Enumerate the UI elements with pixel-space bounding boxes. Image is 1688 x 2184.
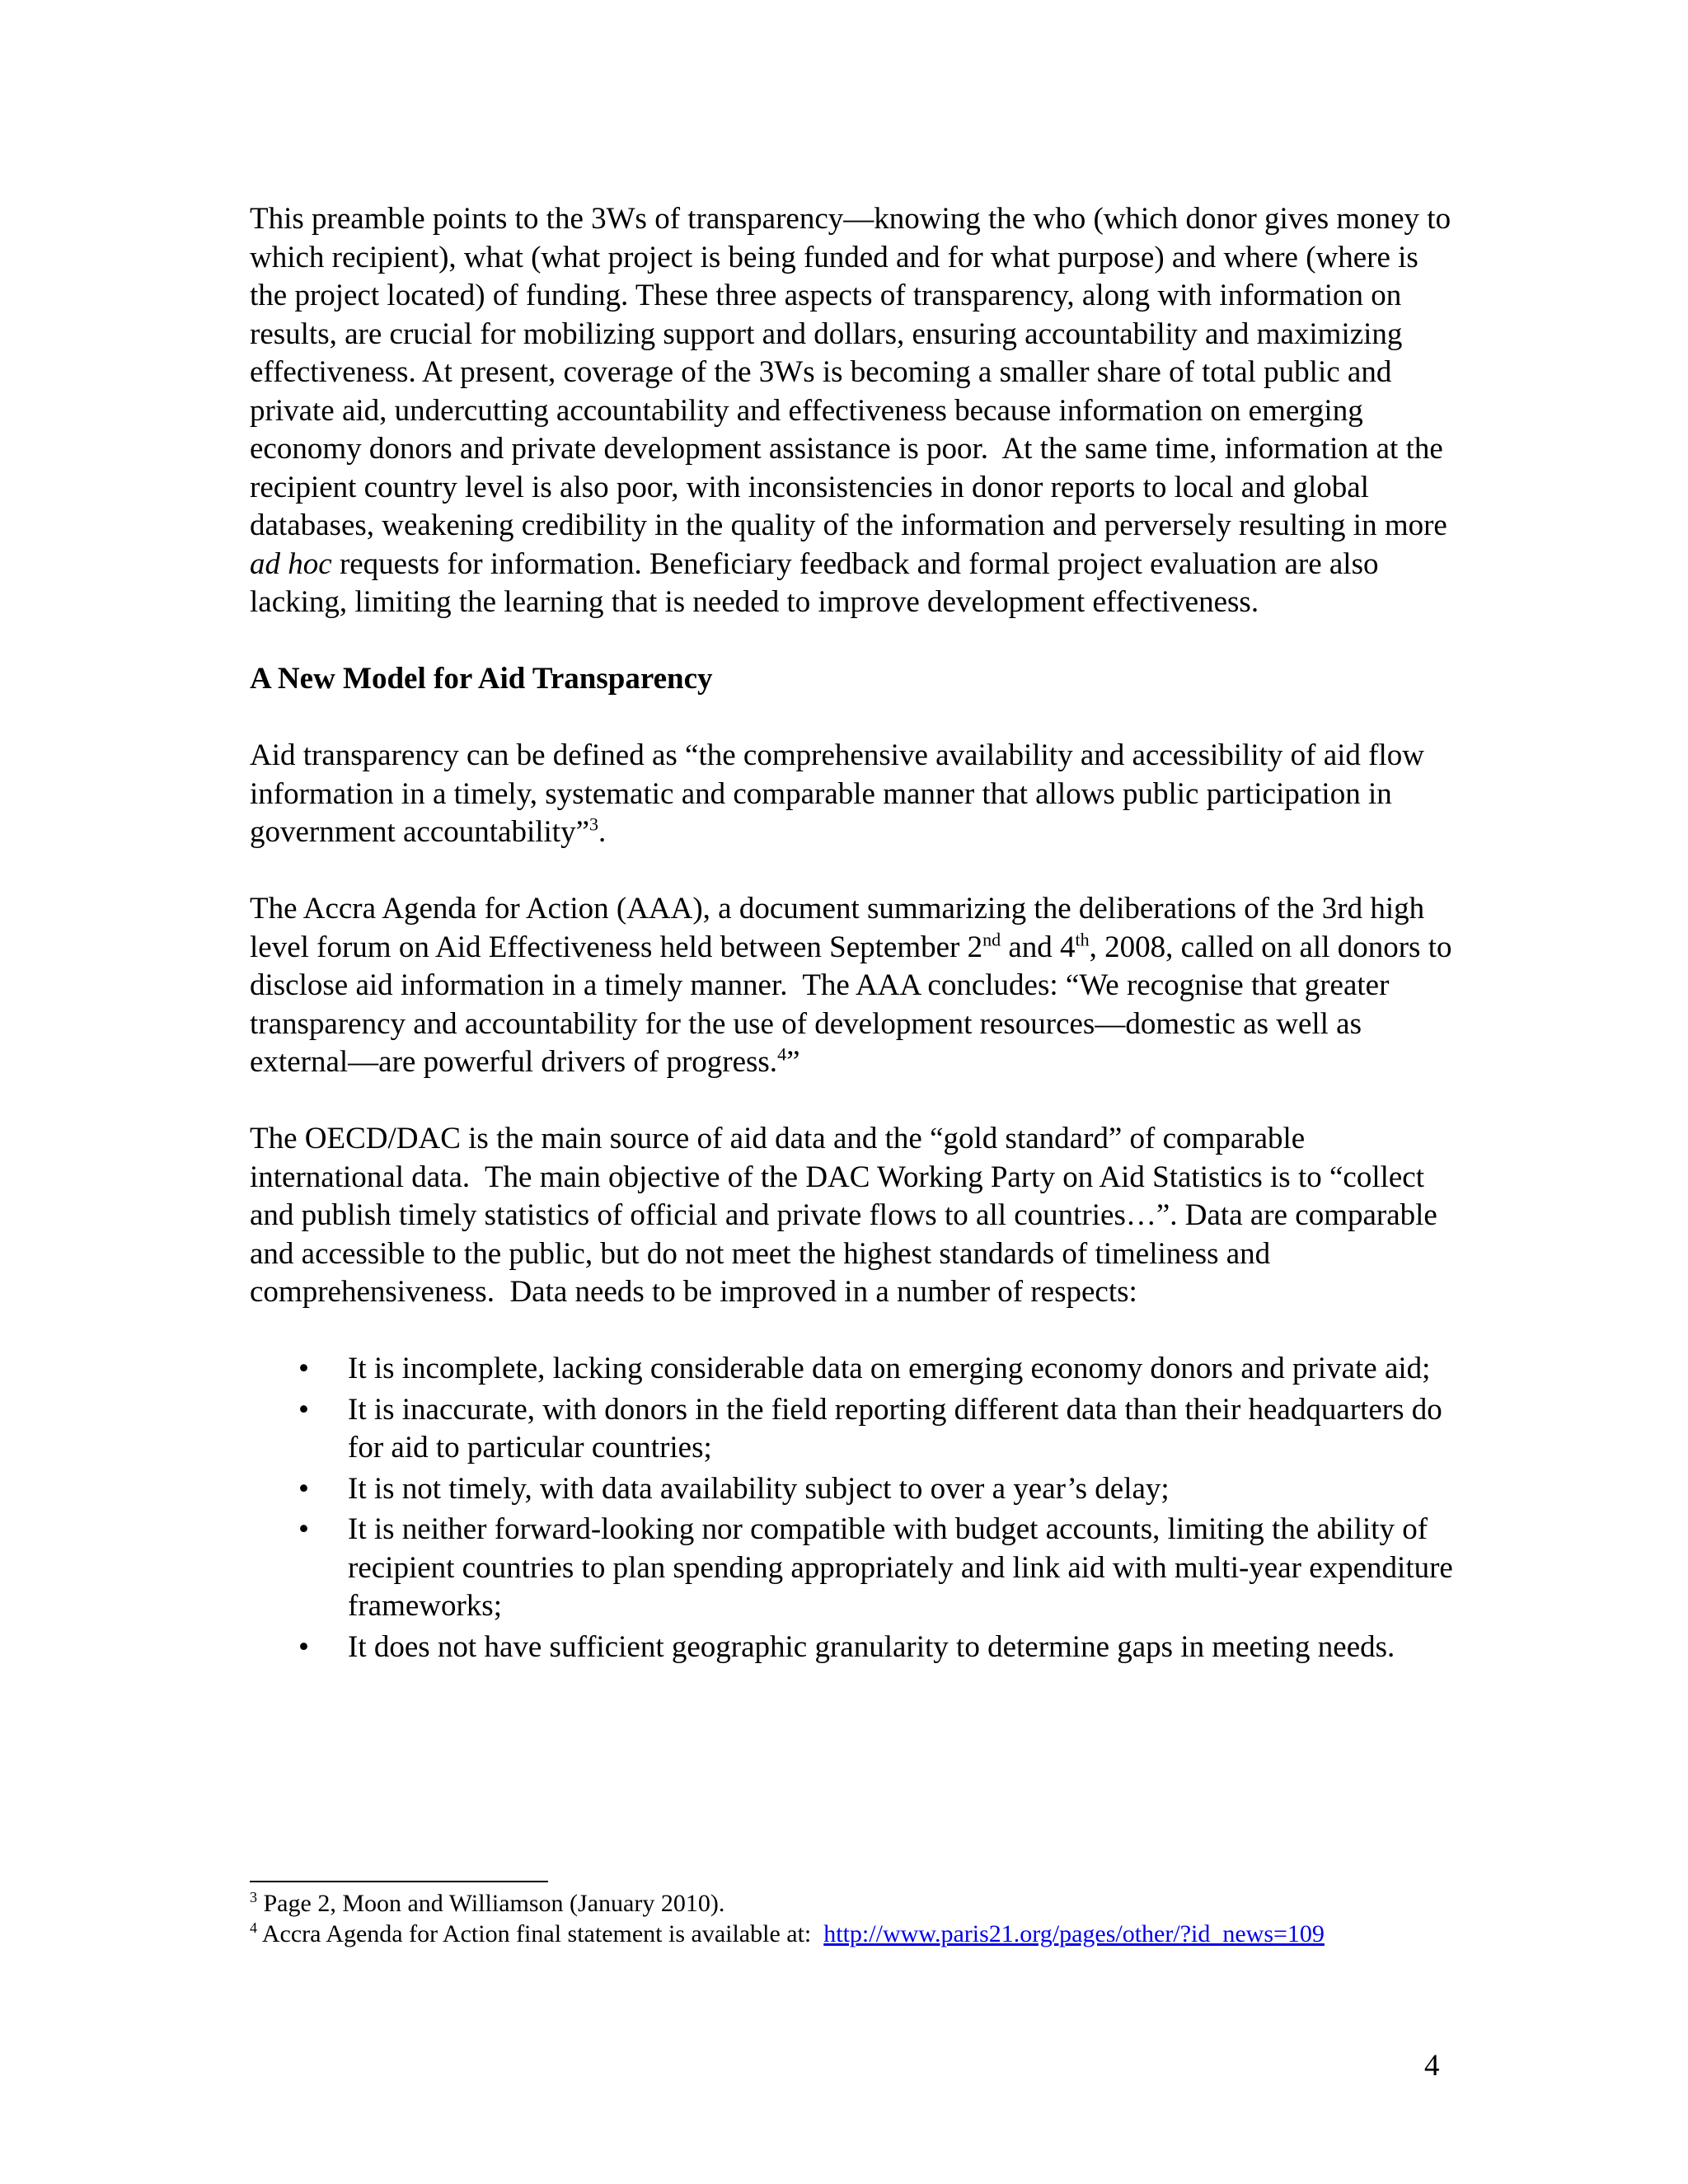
ordinal-suffix-th: th [1075, 929, 1090, 950]
list-item-text: It does not have sufficient geographic granularity to determine gaps in meeting needs. [348, 1629, 1395, 1664]
intro-paragraph [250, 200, 1453, 622]
definition-text-end: . [598, 815, 607, 849]
accra-paragraph [250, 890, 1453, 1082]
footnote-text: Page 2, Moon and Williamson (January 2010). [257, 1890, 725, 1917]
bullet-list [250, 1350, 1453, 1666]
footnote-separator [250, 1881, 548, 1882]
ordinal-suffix-nd: nd [982, 929, 1001, 950]
footnotes-section [250, 1881, 1453, 1949]
document-body [250, 200, 1453, 1669]
section-heading: A New Model for Aid Transparency [250, 662, 713, 696]
bullet-icon: • [298, 1629, 309, 1664]
accra-text-2: and 4 [1001, 930, 1076, 964]
accra-text-3: , 2008, called on all donors to disclose aid information in a timely manner. The AAA concludes: “We recognise that greater transparency and accountability for the use of development resources—domestic as well as external—are powerful drivers of progress. [250, 930, 1452, 1079]
bullet-icon: • [298, 1352, 309, 1385]
oecd-paragraph: The OECD/DAC is the main source of aid data and the “gold standard” of comparable international data. The main objective of the DAC Working Party on Aid Statistics is to “collect and publish timely statistics of official and private flows to all countries…”. Data are comparable and accessible to the public, but do not meet the highest standards of timeliness and comprehensiveness. Data needs to be improved in a number of respects: [250, 1122, 1437, 1309]
list-item-text: It is not timely, with data availability subject to over a year’s delay; [348, 1471, 1170, 1506]
accra-text-1: The Accra Agenda for Action (AAA), a document summarizing the deliberations of the 3rd high level forum on Aid Effectiveness held between September 2 [250, 892, 1425, 964]
accra-text-end: ” [786, 1045, 800, 1079]
intro-italic-text: ad hoc [250, 546, 332, 581]
list-item [250, 1350, 1453, 1389]
list-item-text: It is incomplete, lacking considerable data on emerging economy donors and private aid; [348, 1352, 1431, 1385]
intro-text-end: requests for information. Beneficiary feedback and formal project evaluation are also lacking, limiting the learning that is needed to improve development effectiveness. [250, 546, 1379, 619]
list-item-text: It is inaccurate, with donors in the field reporting different data than their headquarters do for aid to particular countries; [348, 1392, 1442, 1465]
footnote-number: 3 [250, 1889, 257, 1905]
intro-text: This preamble points to the 3Ws of transparency—knowing the who (which donor gives money to which recipient), what (what project is being funded and for what purpose) and where (where is the project located) of funding. These three aspects of transparency, along with information on results, are crucial for mobilizing support and dollars, ensuring accountability and maximizing effectiveness. At present, coverage of the 3Ws is becoming a smaller share of total public and private aid, undercutting accountability and effectiveness because information on emerging economy donors and private development assistance is poor. At the same time, information at the recipient country level is also poor, with inconsistencies in donor reports to local and global databases, weakening credibility in the quality of the information and perversely resulting in more [250, 202, 1451, 542]
footnote-4 [250, 1919, 1453, 1949]
list-item [250, 1470, 1453, 1509]
bullet-icon: • [298, 1392, 309, 1427]
footnote-number: 4 [250, 1919, 257, 1936]
footnote-text: Accra Agenda for Action final statement is available at: [257, 1920, 824, 1947]
page-number: 4 [1424, 2049, 1440, 2083]
footnote-ref-3[interactable]: 3 [589, 813, 598, 835]
definition-text: Aid transparency can be defined as “the comprehensive availability and accessibility of aid flow information in a timely, systematic and comparable manner that allows public participation in government accountability” [250, 738, 1424, 849]
list-item [250, 1629, 1453, 1667]
footnote-ref-4[interactable]: 4 [777, 1043, 787, 1065]
bullet-icon: • [298, 1512, 309, 1546]
list-item [250, 1391, 1453, 1468]
footnote-3 [250, 1888, 1453, 1919]
accra-statement-link[interactable]: http://www.paris21.org/pages/other/?id_news=109 [823, 1920, 1325, 1947]
definition-paragraph [250, 737, 1453, 852]
bullet-icon: • [298, 1471, 309, 1506]
list-item-text: It is neither forward-looking nor compatible with budget accounts, limiting the ability of recipient countries to plan spending appropriately and link aid with multi-year expenditure frameworks; [348, 1512, 1453, 1623]
list-item [250, 1511, 1453, 1626]
